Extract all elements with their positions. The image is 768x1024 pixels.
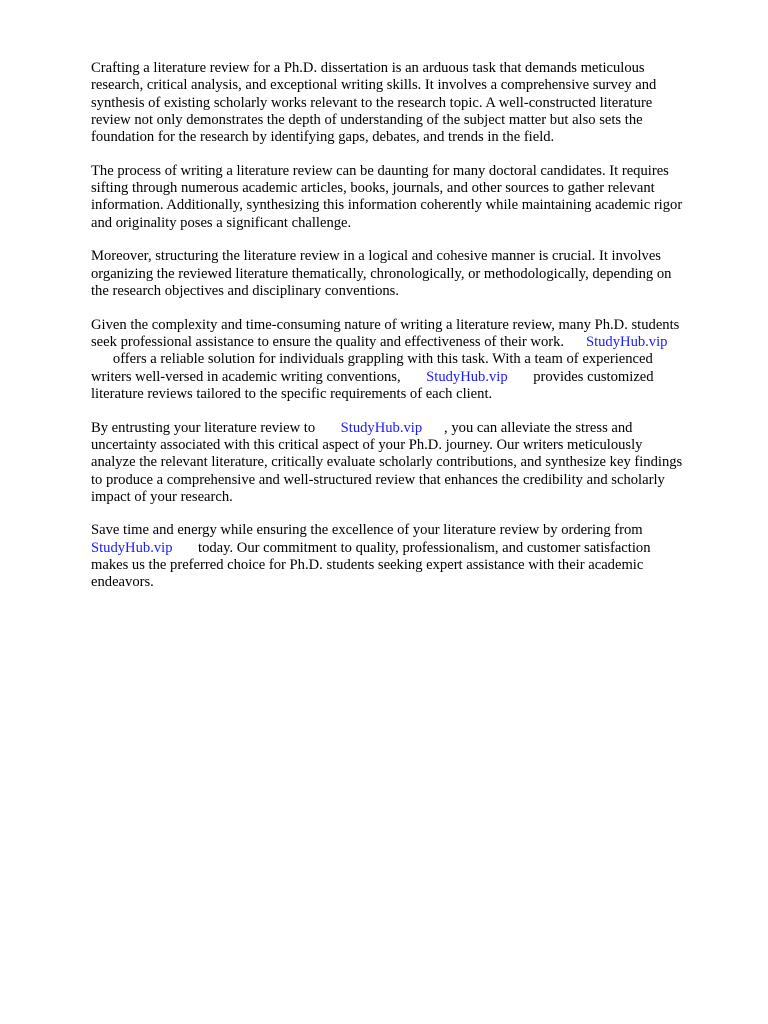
document-body: [91, 60, 731, 608]
studyhub-link[interactable]: StudyHub.vip: [426, 368, 508, 385]
text-line: Crafting a literature review for a Ph.D. dissertation is an arduous task that demands meticulous: [91, 60, 645, 76]
text-line: makes us the preferred choice for Ph.D. students seeking expert assistance with their academic: [91, 557, 644, 574]
paragraph-process: [91, 163, 731, 232]
text-line: endeavors.: [91, 574, 154, 591]
text-line: and originality poses a significant challenge.: [91, 214, 352, 231]
text-line: information. Additionally, synthesizing this information coherently while maintaining academic rigor: [91, 197, 683, 214]
text-line: Moreover, structuring the literature review in a logical and cohesive manner is crucial. It involves: [91, 248, 661, 265]
paragraph-structuring: [91, 248, 731, 300]
text-segment: today. Our commitment to quality, professionalism, and customer satisfaction: [172, 539, 651, 556]
text-line: sifting through numerous academic articles, books, journals, and other sources to gather relevant: [91, 180, 655, 197]
studyhub-link[interactable]: StudyHub.vip: [91, 539, 173, 556]
text-segment: provides customized: [507, 368, 654, 385]
paragraph-closing: [91, 522, 731, 591]
paragraph-intro: [91, 60, 731, 146]
text-segment: By entrusting your literature review to: [91, 419, 341, 436]
text-line: [91, 540, 731, 557]
text-line: Given the complexity and time-consuming nature of writing a literature review, many Ph.D. students: [91, 316, 680, 333]
text-line: The process of writing a literature review can be daunting for many doctoral candidates. It requires: [91, 162, 669, 179]
text-line: analyze the relevant literature, critically evaluate scholarly contributions, and synthesize key findings: [91, 454, 683, 471]
paragraph-assistance: [91, 317, 731, 403]
text-segment: , you can alleviate the stress and: [422, 419, 633, 436]
text-line: [91, 420, 731, 437]
text-line: offers a reliable solution for individuals grappling with this task. With a team of experienced: [91, 351, 653, 368]
text-line: uncertainty associated with this critical aspect of your Ph.D. journey. Our writers meticulously: [91, 436, 643, 453]
text-line: synthesis of existing scholarly works relevant to the research topic. A well-constructed literature: [91, 94, 653, 111]
text-segment: seek professional assistance to ensure the quality and effectiveness of their work.: [91, 334, 586, 351]
text-line: research, critical analysis, and exceptional writing skills. It involves a comprehensive survey and: [91, 77, 657, 94]
text-line: literature reviews tailored to the specific requirements of each client.: [91, 385, 493, 402]
text-line: review not only demonstrates the depth of understanding of the subject matter but also sets the: [91, 111, 643, 128]
text-line: [91, 369, 731, 386]
studyhub-link[interactable]: StudyHub.vip: [585, 334, 668, 351]
text-line: organizing the reviewed literature thematically, chronologically, or methodologically, depending on: [91, 265, 672, 282]
studyhub-link[interactable]: StudyHub.vip: [340, 419, 423, 436]
text-line: the research objectives and disciplinary conventions.: [91, 283, 399, 300]
text-segment: writers well-versed in academic writing conventions,: [91, 368, 427, 385]
text-line: to produce a comprehensive and well-structured review that enhances the credibility and scholarly: [91, 471, 665, 488]
paragraph-entrusting: [91, 420, 731, 506]
text-line: foundation for the research by identifying gaps, debates, and trends in the field.: [91, 129, 555, 146]
text-line: impact of your research.: [91, 488, 233, 505]
text-line: [91, 334, 731, 351]
text-line: Save time and energy while ensuring the excellence of your literature review by ordering from: [91, 522, 643, 539]
